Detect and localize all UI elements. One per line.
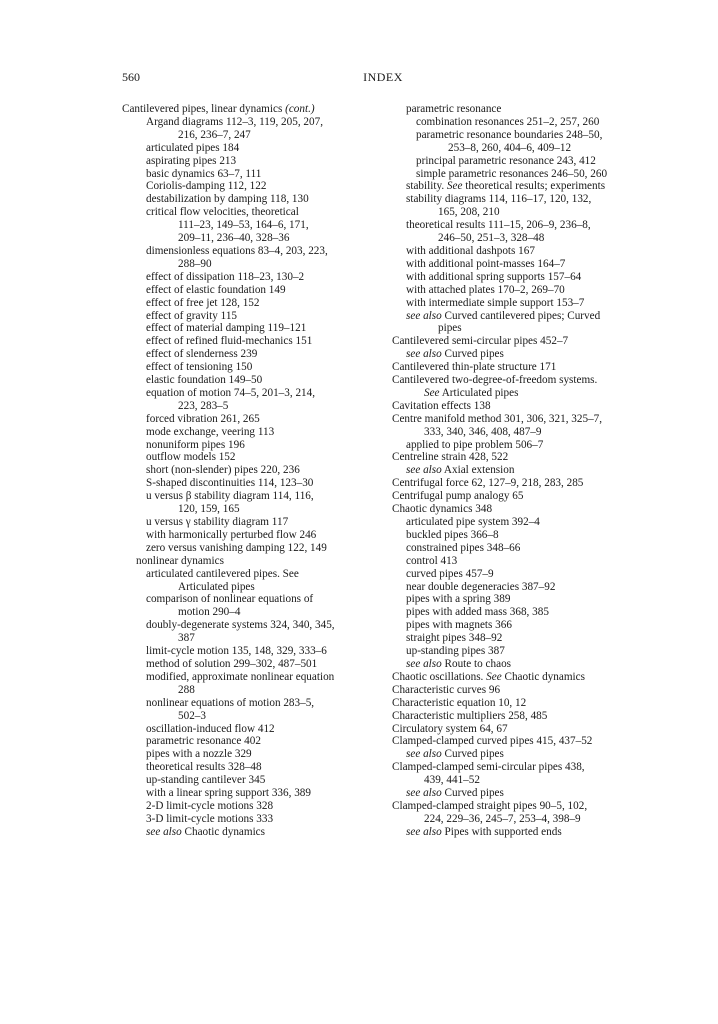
index-entry: comparison of nonlinear equations of xyxy=(146,593,314,606)
index-entry: 2-D limit-cycle motions 328 xyxy=(146,799,274,812)
index-entry: theoretical results 111–15, 206–9, 236–8, xyxy=(406,219,591,232)
index-entry: Characteristic curves 96 xyxy=(392,683,501,696)
index-entry: curved pipes 457–9 xyxy=(406,567,494,580)
index-entry: parametric resonance boundaries 248–50, xyxy=(416,128,603,141)
index-entry-continuation: 216, 236–7, 247 xyxy=(178,128,251,141)
index-entry: Centrifugal force 62, 127–9, 218, 283, 285 xyxy=(392,477,584,490)
index-entry: see also Pipes with supported ends xyxy=(406,825,562,838)
index-entry: applied to pipe problem 506–7 xyxy=(406,438,544,451)
index-entry: simple parametric resonances 246–50, 260 xyxy=(416,167,608,180)
index-entry: with additional dashpots 167 xyxy=(406,244,535,257)
index-entry: 3-D limit-cycle motions 333 xyxy=(146,812,274,825)
index-entry: effect of refined fluid-mechanics 151 xyxy=(146,335,313,348)
index-entry-continuation: 111–23, 149–53, 164–6, 171, xyxy=(178,219,309,232)
index-entry: Coriolis-damping 112, 122 xyxy=(146,180,267,193)
index-entry: Cantilevered semi-circular pipes 452–7 xyxy=(392,335,569,348)
index-entry: aspirating pipes 213 xyxy=(146,154,237,167)
index-entry: pipes with magnets 366 xyxy=(406,619,512,632)
index-entry: see also Curved pipes xyxy=(406,748,504,761)
index-entry: principal parametric resonance 243, 412 xyxy=(416,154,596,167)
index-entry: equation of motion 74–5, 201–3, 214, xyxy=(146,386,316,399)
index-entry: pipes with added mass 368, 385 xyxy=(406,606,549,619)
index-entry: with additional spring supports 157–64 xyxy=(406,270,582,283)
index-entry: Circulatory system 64, 67 xyxy=(392,722,508,735)
index-entry: Argand diagrams 112–3, 119, 205, 207, xyxy=(146,115,324,128)
index-entry: Centrifugal pump analogy 65 xyxy=(392,490,524,503)
index-entry: effect of slenderness 239 xyxy=(146,348,258,361)
index-entry-continuation: 502–3 xyxy=(178,709,206,722)
index-entry: nonuniform pipes 196 xyxy=(146,438,245,451)
index-entry-continuation: 223, 283–5 xyxy=(178,399,229,412)
page-number: 560 xyxy=(122,70,140,84)
index-column-left xyxy=(122,103,384,839)
index-entry: Clamped-clamped straight pipes 90–5, 102, xyxy=(392,799,588,812)
index-entry: with intermediate simple support 153–7 xyxy=(406,296,585,309)
index-entry: Characteristic equation 10, 12 xyxy=(392,696,527,709)
index-entry: constrained pipes 348–66 xyxy=(406,541,521,554)
index-entry: with attached plates 170–2, 269–70 xyxy=(406,283,565,296)
index-entry: doubly-degenerate systems 324, 340, 345, xyxy=(146,619,335,632)
index-entry: see also Curved pipes xyxy=(406,348,504,361)
index-entry: near double degeneracies 387–92 xyxy=(406,580,556,593)
index-entry: dimensionless equations 83–4, 203, 223, xyxy=(146,244,328,257)
index-entry: Clamped-clamped semi-circular pipes 438, xyxy=(392,761,585,774)
index-entry: modified, approximate nonlinear equation xyxy=(146,670,335,683)
index-entry: forced vibration 261, 265 xyxy=(146,412,260,425)
index-entry: control 413 xyxy=(406,554,458,567)
index-entry: effect of tensioning 150 xyxy=(146,361,253,374)
index-entry: Cavitation effects 138 xyxy=(392,399,491,412)
index-entry-continuation: 387 xyxy=(178,632,195,645)
index-entry: mode exchange, veering 113 xyxy=(146,425,275,438)
index-entry: with a linear spring support 336, 389 xyxy=(146,787,311,800)
index-entry-continuation: 288 xyxy=(178,683,195,696)
index-entry: Cantilevered thin-plate structure 171 xyxy=(392,361,557,374)
index-entry: combination resonances 251–2, 257, 260 xyxy=(416,115,600,128)
index-entry: articulated pipes 184 xyxy=(146,141,240,154)
index-entry-continuation: 439, 441–52 xyxy=(424,774,480,787)
index-entry: stability. See theoretical results; experiments xyxy=(406,180,606,193)
index-entry: see also Axial extension xyxy=(406,464,515,477)
index-entry: u versus β stability diagram 114, 116, xyxy=(146,490,314,503)
index-entry-continuation: motion 290–4 xyxy=(178,606,241,619)
index-entry: with additional point-masses 164–7 xyxy=(406,257,566,270)
index-entry: straight pipes 348–92 xyxy=(406,632,503,645)
index-entry-continuation: 120, 159, 165 xyxy=(178,503,240,516)
index-entry: articulated pipe system 392–4 xyxy=(406,516,540,528)
index-entry: effect of dissipation 118–23, 130–2 xyxy=(146,270,305,283)
index-column-right xyxy=(392,103,654,839)
index-entry: nonlinear dynamics xyxy=(136,554,224,567)
index-entry: Chaotic dynamics 348 xyxy=(392,503,493,516)
index-entry: Centre manifold method 301, 306, 321, 325–7, xyxy=(392,412,603,425)
index-entry: pipes with a nozzle 329 xyxy=(146,748,252,761)
index-entry: effect of gravity 115 xyxy=(146,309,238,322)
index-entry: theoretical results 328–48 xyxy=(146,761,262,774)
index-entry: Cantilevered pipes, linear dynamics (cont.) xyxy=(122,103,315,115)
index-entry: basic dynamics 63–7, 111 xyxy=(146,167,262,180)
index-entry: elastic foundation 149–50 xyxy=(146,374,263,387)
index-entry: pipes with a spring 389 xyxy=(406,593,511,606)
page-header xyxy=(122,70,644,86)
index-entry-continuation: 209–11, 236–40, 328–36 xyxy=(178,232,290,245)
index-entry-continuation: 288–90 xyxy=(178,257,212,270)
index-entry: Cantilevered two-degree-of-freedom systems. xyxy=(392,374,598,387)
index-entry-continuation: Articulated pipes xyxy=(178,580,255,593)
index-entry: up-standing cantilever 345 xyxy=(146,774,266,787)
index-entry-continuation: 224, 229–36, 245–7, 253–4, 398–9 xyxy=(424,812,581,825)
index-entry: zero versus vanishing damping 122, 149 xyxy=(146,541,327,554)
index-entry: Characteristic multipliers 258, 485 xyxy=(392,709,548,722)
index-entry-continuation: See Articulated pipes xyxy=(424,386,519,399)
running-title: INDEX xyxy=(363,70,403,84)
index-entry: effect of free jet 128, 152 xyxy=(146,296,260,309)
index-entry: short (non-slender) pipes 220, 236 xyxy=(146,464,300,477)
index-entry: nonlinear equations of motion 283–5, xyxy=(146,696,315,709)
index-entry: critical flow velocities, theoretical xyxy=(146,206,299,219)
index-entry-continuation: pipes xyxy=(438,322,462,335)
index-entry: method of solution 299–302, 487–501 xyxy=(146,657,318,670)
index-entry: Centreline strain 428, 522 xyxy=(392,451,509,464)
index-entry: buckled pipes 366–8 xyxy=(406,528,499,541)
index-entry: u versus γ stability diagram 117 xyxy=(146,516,289,528)
index-entry: oscillation-induced flow 412 xyxy=(146,722,275,735)
index-entry-continuation: 246–50, 251–3, 328–48 xyxy=(438,232,545,245)
index-entry: S-shaped discontinuities 114, 123–30 xyxy=(146,477,314,490)
index-entry: effect of material damping 119–121 xyxy=(146,322,307,335)
index-entry: Chaotic oscillations. See Chaotic dynamics xyxy=(392,670,585,683)
index-entry: parametric resonance 402 xyxy=(146,735,261,748)
index-entry: effect of elastic foundation 149 xyxy=(146,283,286,296)
index-entry: stability diagrams 114, 116–17, 120, 132, xyxy=(406,193,592,206)
index-entry: see also Route to chaos xyxy=(406,657,512,670)
index-entry-continuation: 333, 340, 346, 408, 487–9 xyxy=(424,425,542,438)
index-entry: outflow models 152 xyxy=(146,451,236,464)
index-entry: parametric resonance xyxy=(406,103,502,115)
index-entry: limit-cycle motion 135, 148, 329, 333–6 xyxy=(146,645,327,658)
index-entry-continuation: 165, 208, 210 xyxy=(438,206,500,219)
index-entry: articulated cantilevered pipes. See xyxy=(146,567,299,580)
index-entry: see also Curved cantilevered pipes; Curved xyxy=(406,309,601,322)
index-entry: up-standing pipes 387 xyxy=(406,645,505,658)
index-entry: Clamped-clamped curved pipes 415, 437–52 xyxy=(392,735,593,748)
index-entry-continuation: 253–8, 260, 404–6, 409–12 xyxy=(448,141,572,154)
index-entry: see also Curved pipes xyxy=(406,787,504,800)
index-entry: with harmonically perturbed flow 246 xyxy=(146,528,317,541)
index-entry: see also Chaotic dynamics xyxy=(146,825,266,838)
index-entry: destabilization by damping 118, 130 xyxy=(146,193,309,206)
